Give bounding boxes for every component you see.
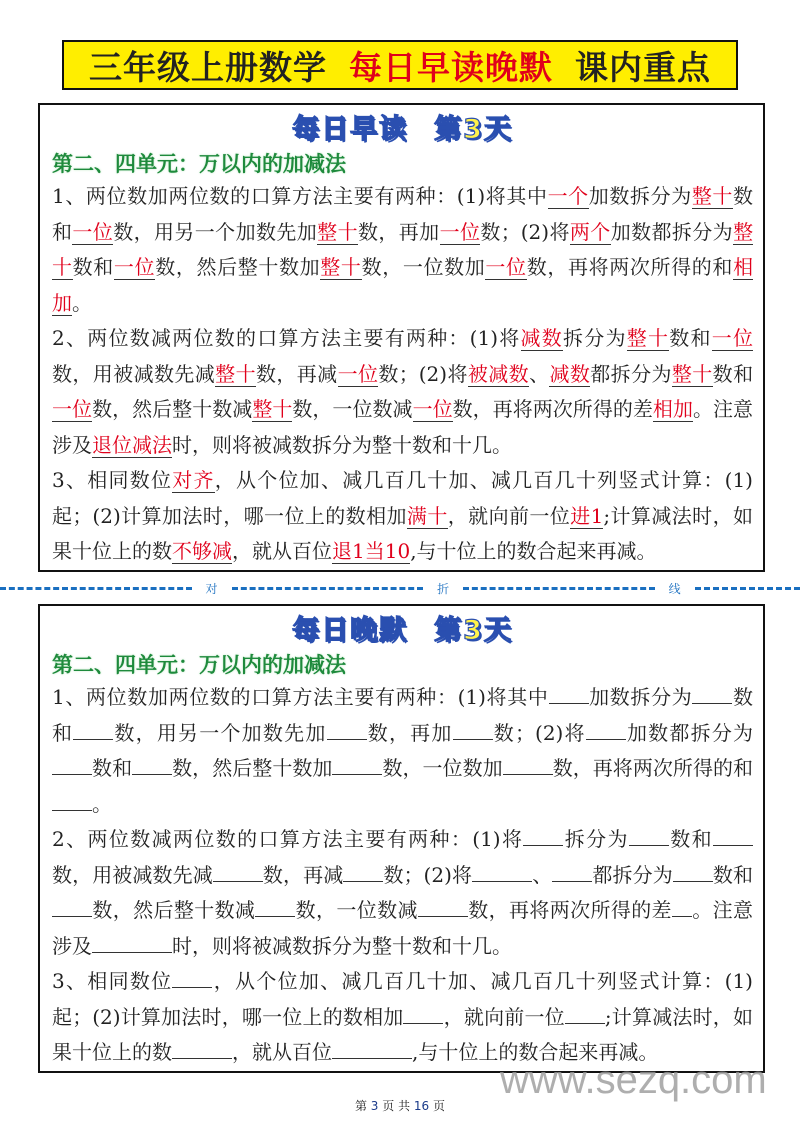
text: 加数拆分为 — [588, 184, 692, 208]
title-focus: 课内重点 — [575, 47, 711, 87]
fold-line — [0, 580, 800, 596]
text: 数，再将两次所得的和 — [552, 756, 754, 780]
fill-in-blank — [472, 859, 532, 882]
text: 数，再将两次所得的和 — [526, 255, 734, 279]
fill-in-blank — [523, 823, 563, 846]
fill-in-blank — [418, 894, 468, 917]
text: ，从个位加、减几百几十加、减几百几十列竖式计算：(1)起；(2)计算加法时，哪一位上的数相加 — [52, 468, 753, 528]
fold-label: 线 — [668, 581, 681, 596]
title-grade: 三年级上册数学 — [89, 47, 327, 87]
text: 数，用被减数先减 — [52, 361, 216, 386]
answer-keyword: 一位 — [485, 255, 527, 279]
text: 数；(2)将 — [480, 219, 570, 244]
answer-keyword: 满十 — [406, 503, 448, 528]
text: 加数都拆分为 — [610, 219, 734, 244]
text: 、 — [529, 361, 550, 386]
fill-in-blank — [403, 1001, 443, 1024]
fill-in-blank — [503, 752, 553, 775]
text: 数；(2)将 — [492, 720, 586, 745]
answer-keyword: 整十 — [691, 184, 734, 208]
answer-keyword: 不够减 — [172, 539, 232, 563]
text: ,与十位上的数合起来再减。 — [412, 1040, 659, 1064]
answer-keyword: 相加 — [52, 255, 754, 315]
answer-keyword: 一位 — [337, 361, 379, 386]
text: 数和 — [72, 255, 114, 279]
document-title-banner — [62, 40, 738, 90]
fill-in-blank — [549, 681, 589, 704]
answer-keyword: 一位 — [412, 397, 453, 421]
text: 、 — [532, 862, 553, 887]
text: 数，再减 — [255, 361, 338, 386]
text: 数，用被减数先减 — [52, 862, 213, 887]
text: 数和 — [52, 184, 754, 244]
answer-keyword: 整十 — [671, 361, 713, 386]
fill-in-blank — [453, 717, 493, 740]
text: ，从个位加、减几百几十加、减几百几十列竖式计算：(1)起；(2)计算加法时，哪一位上的数相加 — [52, 969, 753, 1029]
text: 数，然后整十数加 — [172, 756, 333, 780]
fill-in-blank — [52, 894, 92, 917]
fill-in-blank — [73, 717, 113, 740]
page-footer — [0, 1097, 800, 1114]
fill-in-blank — [172, 1036, 232, 1059]
text: ，就向前一位 — [443, 1004, 565, 1029]
text: 数，一位数减 — [292, 397, 413, 421]
fill-in-blank — [213, 859, 263, 882]
text: 数和 — [92, 756, 133, 780]
unit-title: 第二、四单元：万以内的加减法 — [52, 152, 346, 176]
fill-in-blank — [713, 823, 753, 846]
text: 1、两位数加两位数的口算方法主要有两种：(1)将其中 — [52, 685, 549, 709]
text: 时，则将被减数拆分为整十数和十几。 — [172, 432, 512, 457]
answer-keyword: 退位减法 — [92, 432, 172, 457]
text: 数和 — [712, 862, 754, 887]
morning-reading-section — [38, 103, 765, 572]
text: 数，用另一个加数先加 — [113, 720, 327, 745]
evening-dictation-section — [38, 604, 765, 1073]
answer-keyword: 整十 — [252, 397, 293, 421]
text: 都拆分为 — [590, 361, 672, 386]
text: 数，一位数减 — [295, 898, 418, 922]
text: 时，则将被减数拆分为整十数和十几。 — [172, 933, 512, 958]
text: 数和 — [52, 685, 754, 745]
text: ，就向前一位 — [447, 503, 571, 528]
answer-keyword: 被减数 — [467, 361, 530, 386]
fill-in-blank — [343, 859, 383, 882]
footer-text: 页 — [433, 1099, 446, 1113]
text: 数，然后整十数加 — [155, 255, 321, 279]
heading-label: 每日早读 — [292, 114, 409, 145]
answer-keyword: 整十 — [317, 219, 358, 244]
section-heading — [52, 111, 753, 149]
answer-keyword: 相加 — [652, 397, 693, 421]
answer-keyword: 一位 — [72, 219, 114, 244]
text: 数，然后整十数减 — [92, 397, 253, 421]
paragraphs — [52, 680, 753, 1071]
heading-day: 第3天 — [434, 615, 513, 646]
text: 。注意涉及 — [52, 397, 754, 457]
answer-keyword: 两个 — [569, 219, 611, 244]
fill-in-blank — [692, 681, 732, 704]
fill-in-blank — [565, 1001, 605, 1024]
fill-in-blank — [92, 930, 172, 953]
page-number: 3 — [370, 1099, 379, 1113]
knowledge-point — [52, 179, 753, 321]
text: 数，然后整十数减 — [92, 898, 256, 922]
fill-in-blank — [172, 965, 212, 988]
fold-label: 对 — [205, 581, 218, 596]
text: 。 — [72, 290, 92, 315]
fill-in-blank — [552, 859, 592, 882]
answer-keyword: 进1 — [570, 503, 604, 528]
text: 数，一位数加 — [361, 255, 486, 279]
text: 数，用另一个加数先加 — [113, 219, 318, 244]
dash-line — [463, 587, 655, 590]
knowledge-point — [52, 321, 753, 463]
answer-keyword: 一位 — [439, 219, 481, 244]
text: 都拆分为 — [592, 862, 673, 887]
heading-day: 第3天 — [434, 114, 513, 145]
footer-text: 页 共 — [382, 1099, 411, 1113]
knowledge-point — [52, 964, 753, 1071]
text: 。注意涉及 — [52, 898, 754, 958]
fill-in-blank — [327, 717, 367, 740]
fill-in-blank — [52, 788, 92, 811]
text: 数；(2)将 — [383, 862, 473, 887]
text: 3、相同数位 — [52, 468, 173, 492]
fold-label: 折 — [437, 581, 450, 596]
fill-in-blank — [52, 752, 92, 775]
text: 数和 — [669, 326, 712, 350]
answer-keyword: 减数 — [549, 361, 591, 386]
section-heading — [52, 612, 753, 650]
answer-keyword: 一位 — [113, 255, 156, 279]
knowledge-point — [52, 463, 753, 570]
text: 拆分为 — [563, 326, 627, 350]
answer-keyword: 整十 — [320, 255, 362, 279]
dash-line — [695, 587, 800, 590]
text: 数，再减 — [262, 862, 344, 887]
text: 拆分为 — [563, 827, 629, 851]
knowledge-point — [52, 680, 753, 822]
text: 数和 — [668, 827, 714, 851]
answer-keyword: 整十 — [215, 361, 256, 386]
answer-keyword: 一位 — [711, 326, 754, 350]
text: 数，再将两次所得的差 — [452, 397, 653, 421]
text: 。 — [92, 791, 112, 816]
answer-keyword: 退1当10 — [332, 539, 411, 563]
fill-in-blank — [586, 717, 626, 740]
title-activity: 每日早读晚默 — [349, 47, 553, 87]
text: ，就从百位 — [232, 539, 332, 563]
answer-keyword: 整十 — [626, 326, 670, 350]
text: 数和 — [712, 361, 754, 386]
fill-in-blank — [332, 752, 382, 775]
total-pages: 16 — [413, 1099, 430, 1113]
paragraphs — [52, 179, 753, 570]
fill-in-blank — [132, 752, 172, 775]
footer-text: 第 — [354, 1099, 367, 1113]
text: 加数拆分为 — [588, 685, 693, 709]
text: ，就从百位 — [232, 1040, 332, 1064]
dash-line — [0, 587, 192, 590]
heading-label: 每日晚默 — [292, 615, 409, 646]
fill-in-blank — [629, 823, 669, 846]
watermark: www.sezq.com — [500, 1058, 767, 1102]
text: 3、相同数位 — [52, 969, 173, 993]
text: 2、两位数减两位数的口算方法主要有两种：(1)将 — [52, 326, 521, 350]
text: ,与十位上的数合起来再减。 — [410, 539, 657, 563]
text: 数，再加 — [366, 720, 453, 745]
fill-in-blank — [673, 859, 713, 882]
answer-keyword: 减数 — [520, 326, 564, 350]
unit-title: 第二、四单元：万以内的加减法 — [52, 653, 346, 677]
answer-keyword: 一个 — [547, 184, 589, 208]
text: 数，再将两次所得的差 — [467, 898, 672, 922]
answer-keyword: 整十 — [52, 219, 754, 279]
answer-keyword: 一位 — [52, 397, 93, 421]
text: ;计算减法时，如果十位上的数 — [52, 503, 753, 563]
text: 数，一位数加 — [382, 756, 503, 780]
text: 数，再加 — [357, 219, 440, 244]
text: 加数都拆分为 — [625, 720, 754, 745]
fill-in-blank — [332, 1036, 412, 1059]
answer-keyword: 对齐 — [172, 468, 215, 492]
text: ;计算减法时，如果十位上的数 — [52, 1004, 753, 1064]
dash-line — [232, 587, 424, 590]
text: 数；(2)将 — [378, 361, 468, 386]
fill-in-blank — [672, 894, 692, 917]
text: 2、两位数减两位数的口算方法主要有两种：(1)将 — [52, 827, 524, 851]
fill-in-blank — [255, 894, 295, 917]
text: 1、两位数加两位数的口算方法主要有两种：(1)将其中 — [52, 184, 548, 208]
knowledge-point — [52, 822, 753, 964]
